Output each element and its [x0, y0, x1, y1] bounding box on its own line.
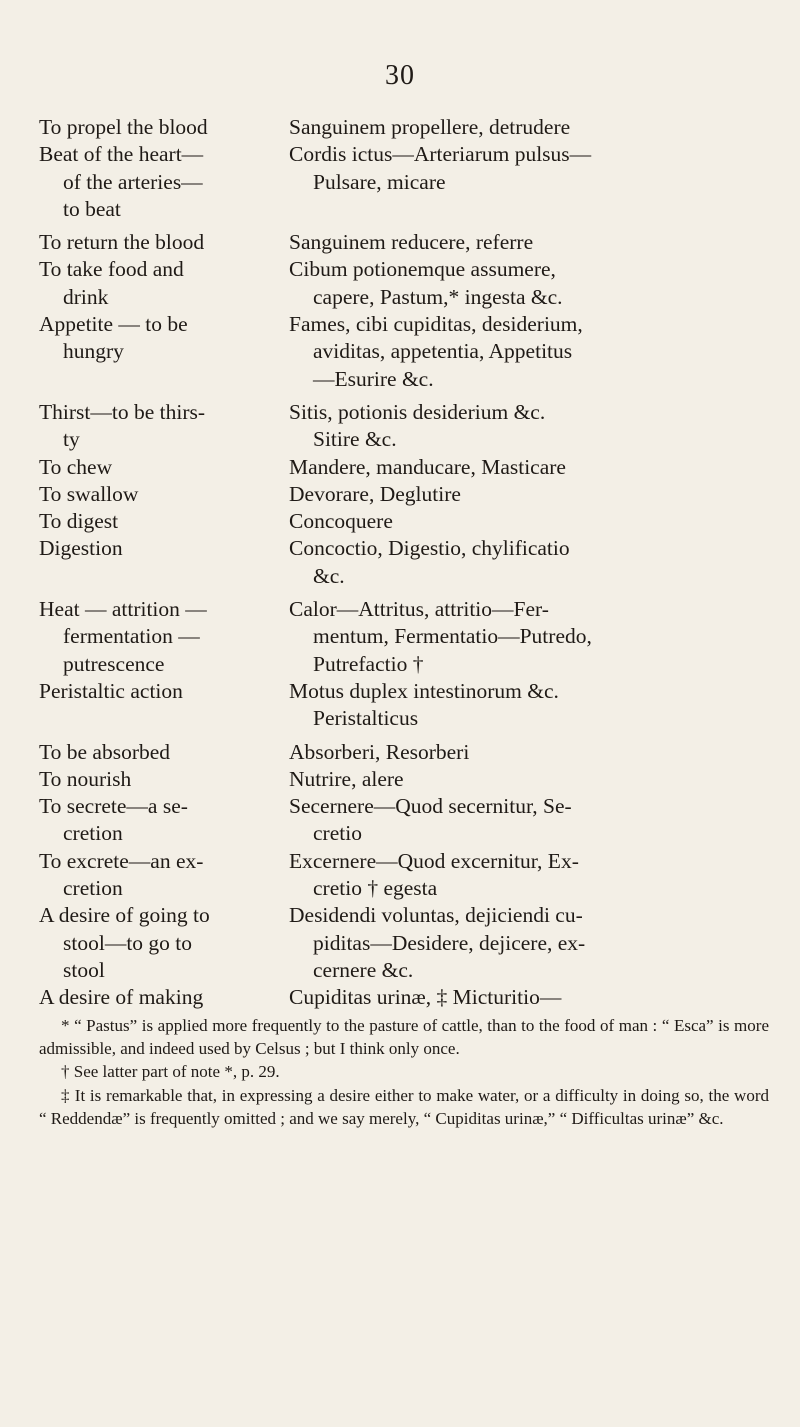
english-line: hungry — [63, 339, 124, 364]
english-term — [39, 454, 279, 481]
vocabulary-entry — [39, 848, 769, 903]
latin-line: Sitire &c. — [313, 427, 397, 452]
english-line: ty — [63, 427, 80, 452]
latin-line: cernere &c. — [313, 957, 414, 982]
english-line: Thirst—to be thirs- — [39, 399, 206, 424]
english-line: To secrete—a se- — [39, 794, 188, 819]
latin-line: Nutrire, alere — [289, 766, 404, 791]
english-line: To excrete—an ex- — [39, 848, 204, 873]
vocabulary-entry — [39, 766, 769, 793]
latin-line: Calor—Attritus, attritio—Fer- — [289, 597, 549, 622]
english-term — [39, 766, 279, 793]
english-line: to beat — [63, 196, 121, 221]
english-term — [39, 739, 279, 766]
latin-line: aviditas, appetentia, Appetitus — [313, 339, 573, 364]
english-line: A desire of making — [39, 985, 204, 1010]
english-line: To be absorbed — [39, 739, 171, 764]
latin-line: Concoctio, Digestio, chylificatio — [289, 536, 570, 561]
latin-line: Cordis ictus—Arteriarum pulsus— — [289, 142, 592, 167]
vocabulary-entry — [39, 399, 769, 454]
english-line: To digest — [39, 509, 119, 534]
latin-term — [289, 508, 769, 535]
latin-term — [289, 311, 769, 393]
latin-line: Sitis, potionis desiderium &c. — [289, 399, 546, 424]
latin-term — [289, 535, 769, 590]
latin-line: piditas—Desidere, dejicere, ex- — [313, 930, 586, 955]
vocabulary-entry — [39, 311, 769, 393]
english-line: Peristaltic action — [39, 678, 183, 703]
english-term — [39, 481, 279, 508]
english-term — [39, 793, 279, 848]
english-term — [39, 902, 279, 984]
latin-line: mentum, Fermentatio—Putredo, — [313, 624, 592, 649]
english-term — [39, 848, 279, 903]
latin-line: Desidendi voluntas, dejiciendi cu- — [289, 903, 583, 928]
page-number: 30 — [385, 60, 415, 91]
latin-line: Cibum potionemque assumere, — [289, 257, 556, 282]
english-term — [39, 508, 279, 535]
latin-line: Motus duplex intestinorum &c. — [289, 678, 559, 703]
latin-term — [289, 454, 769, 481]
vocabulary-entry — [39, 454, 769, 481]
latin-line: cretio † egesta — [313, 876, 438, 901]
footnote-pastus: * “ Pastus” is applied more frequently to the pasture of cattle, than to the food of man : “ Esca” is more admissible, and indeed used by Celsus ; but I think only once. — [39, 1016, 769, 1059]
latin-term — [289, 984, 769, 1011]
latin-line: Sanguinem reducere, referre — [289, 230, 534, 255]
latin-term — [289, 481, 769, 508]
footnote-see-note: † See latter part of note *, p. 29. — [61, 1062, 280, 1082]
english-line: stool — [63, 957, 105, 982]
english-term — [39, 399, 279, 454]
latin-term — [289, 793, 769, 848]
vocabulary-entry — [39, 739, 769, 766]
english-line: To chew — [39, 454, 113, 479]
vocabulary-entry — [39, 535, 769, 590]
vocabulary-entry — [39, 481, 769, 508]
latin-line: Devorare, Deglutire — [289, 481, 461, 506]
latin-line: Secernere—Quod secernitur, Se- — [289, 794, 572, 819]
latin-term — [289, 596, 769, 678]
vocabulary-entry — [39, 508, 769, 535]
english-term — [39, 229, 279, 256]
latin-term — [289, 114, 769, 141]
latin-term — [289, 141, 769, 223]
latin-term — [289, 766, 769, 793]
footnotes — [39, 1014, 769, 1130]
latin-term — [289, 229, 769, 256]
english-line: To propel the blood — [39, 115, 208, 139]
vocabulary-entry — [39, 596, 769, 678]
vocabulary-entry — [39, 141, 769, 223]
english-line: To return the blood — [39, 230, 205, 255]
english-line: To nourish — [39, 766, 132, 791]
english-term — [39, 984, 279, 1011]
english-line: A desire of going to — [39, 903, 210, 928]
vocabulary-list — [39, 114, 769, 1012]
vocabulary-entry — [39, 678, 769, 733]
latin-line: Fames, cibi cupiditas, desiderium, — [289, 312, 583, 337]
english-line: To swallow — [39, 481, 139, 506]
latin-line: Pulsare, micare — [313, 169, 446, 194]
latin-term — [289, 399, 769, 454]
english-term — [39, 114, 279, 141]
english-line: To take food and — [39, 257, 184, 282]
english-line: stool—to go to — [63, 930, 193, 955]
english-line: Digestion — [39, 536, 123, 561]
latin-line: Sanguinem propellere, detrudere — [289, 115, 571, 139]
latin-line: cretio — [313, 821, 362, 846]
vocabulary-entry — [39, 902, 769, 984]
latin-line: &c. — [313, 563, 345, 588]
english-term — [39, 256, 279, 311]
latin-term — [289, 848, 769, 903]
latin-term — [289, 902, 769, 984]
english-term — [39, 678, 279, 733]
latin-line: Peristalticus — [313, 706, 419, 731]
latin-term — [289, 678, 769, 733]
english-line: putrescence — [63, 651, 165, 676]
latin-line: Mandere, manducare, Masticare — [289, 454, 566, 479]
latin-term — [289, 256, 769, 311]
english-term — [39, 141, 279, 223]
english-line: of the arteries— — [63, 169, 203, 194]
english-line: cretion — [63, 821, 123, 846]
latin-line: Cupiditas urinæ, ‡ Micturitio— — [289, 985, 562, 1010]
latin-line: Putrefactio † — [313, 651, 424, 676]
english-line: fermentation — — [63, 624, 200, 649]
latin-line: capere, Pastum,* ingesta &c. — [313, 284, 563, 309]
english-term — [39, 596, 279, 678]
english-term — [39, 311, 279, 393]
vocabulary-entry — [39, 256, 769, 311]
english-line: cretion — [63, 876, 123, 901]
vocabulary-entry — [39, 984, 769, 1011]
english-term — [39, 535, 279, 590]
english-line: Appetite — to be — [39, 312, 188, 337]
latin-line: Concoquere — [289, 509, 393, 534]
vocabulary-entry — [39, 229, 769, 256]
latin-line: Absorberi, Resorberi — [289, 739, 470, 764]
latin-term — [289, 739, 769, 766]
latin-line: Excernere—Quod excernitur, Ex- — [289, 848, 579, 873]
latin-line: —Esurire &c. — [313, 366, 434, 391]
english-line: drink — [63, 284, 109, 309]
english-line: Heat — attrition — — [39, 597, 207, 622]
english-line: Beat of the heart— — [39, 142, 204, 167]
vocabulary-entry — [39, 793, 769, 848]
footnote-reddendae: ‡ It is remarkable that, in expressing a desire either to make water, or a difficulty in doing so, the word “ Reddendæ” is frequently omitted ; and we say merely, “ Cupiditas urinæ,” “ Difficultas urinæ” &c. — [39, 1085, 769, 1128]
vocabulary-entry — [39, 114, 769, 141]
